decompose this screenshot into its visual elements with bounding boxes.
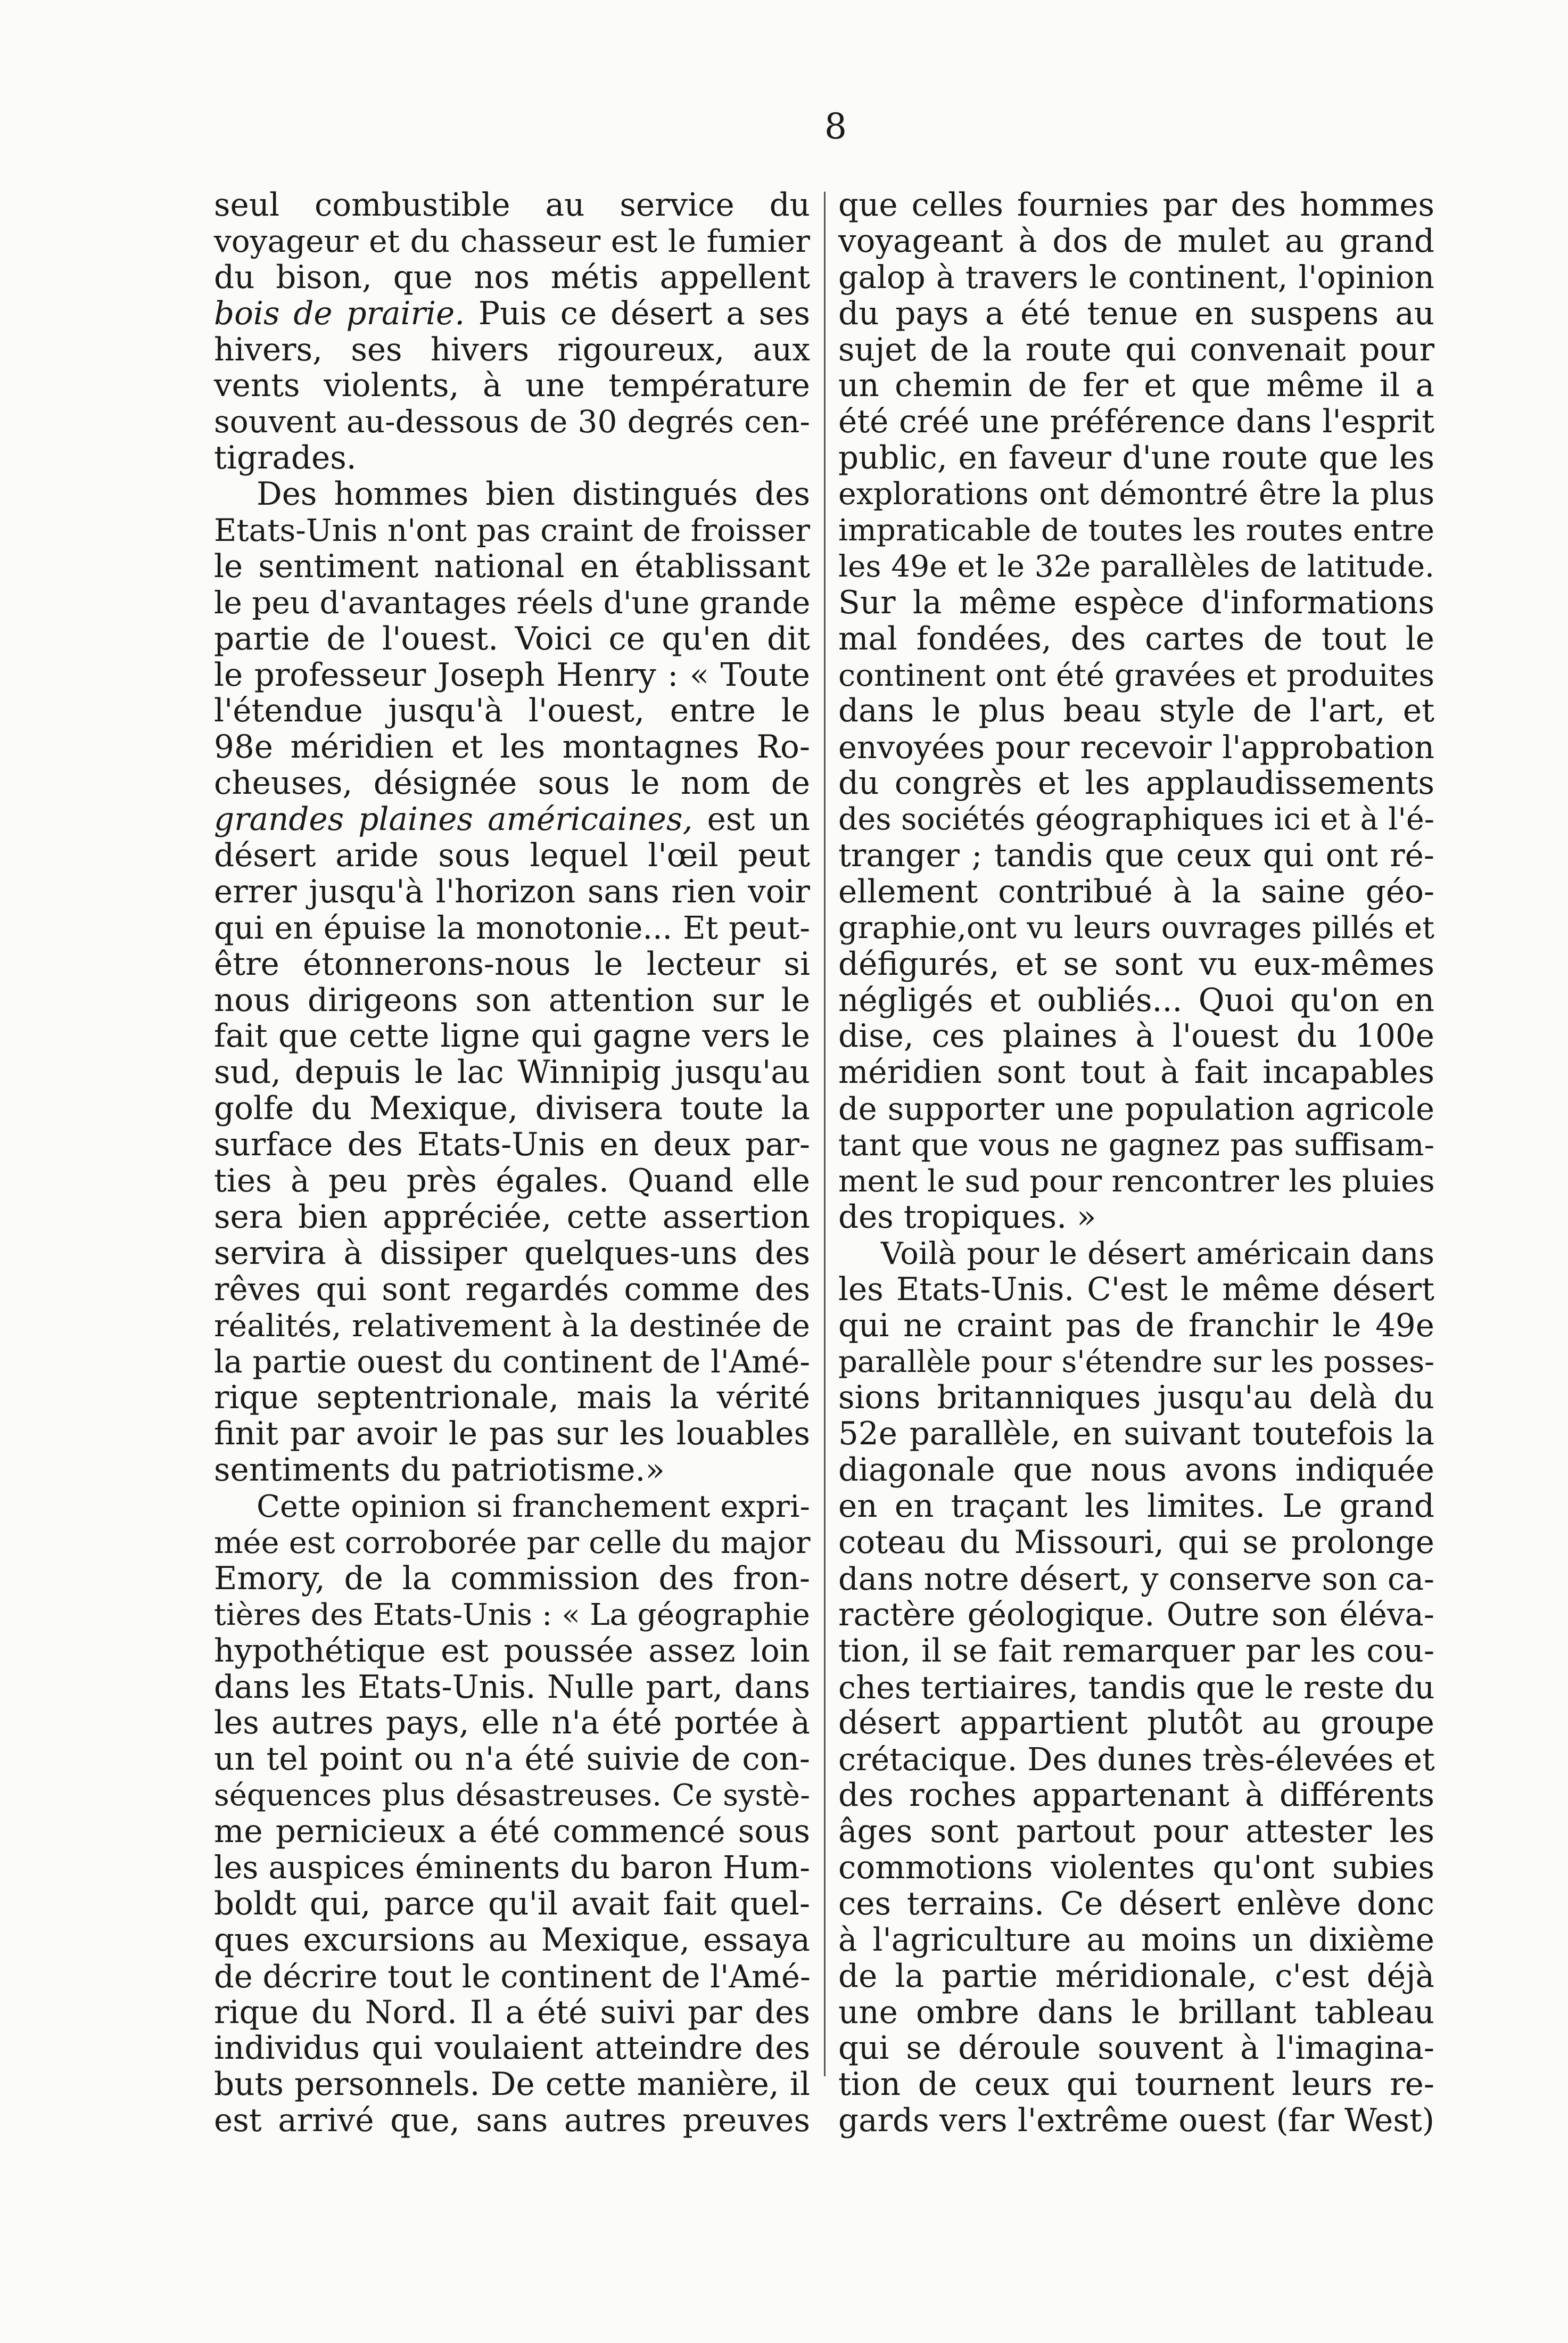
text-line: diagonale que nous avons indiquée [838,1452,1434,1489]
text-line: rique du Nord. Il a été suivi par des [214,1994,810,2031]
text-line: que celles fournies par des hommes [838,187,1434,224]
text-line: le sentiment national en établissant [214,548,810,585]
text-line: dise, ces plaines à l'ouest du 100e [838,1018,1434,1055]
text-line: envoyées pour recevoir l'approbation [838,729,1434,766]
left-text-column [214,187,810,2139]
text-line: parallèle pour s'étendre sur les posses- [838,1344,1434,1379]
text-line: ches tertiaires, tandis que le reste du [838,1668,1435,1706]
text-line: continent ont été gravées et produites [838,657,1434,693]
text-line: sions britanniques jusqu'au delà du [838,1379,1434,1417]
text-line: être étonnerons-nous le lecteur si [214,946,810,983]
text-line: golfe du Mexique, divisera toute la [214,1090,810,1128]
text-line: le professeur Joseph Henry : « Toute [214,656,810,694]
text-line: individus qui voulaient atteindre des [214,2030,810,2067]
text-line: ties à peu près égales. Quand elle [214,1163,810,1200]
text-line: graphie,ont vu leurs ouvrages pillés et [838,910,1434,946]
text-line: mée est corroborée par celle du major [214,1524,811,1560]
text-line: en en traçant les limites. Le grand [838,1488,1434,1525]
text-line: rique septentrionale, mais la vérité [214,1379,810,1417]
text-line: Etats-Unis n'ont pas craint de froisser [214,512,810,549]
text-line: sera bien appréciée, cette assertion [214,1198,810,1236]
text-line: qui se déroule souvent à l'imagina- [838,2030,1434,2067]
text-line: rêves qui sont regardés comme des [214,1271,810,1308]
text-line: explorations ont démontré être la plus [838,476,1434,512]
text-line: de supporter une population agricole [838,1090,1434,1128]
text-line: est arrivé que, sans autres preuves [214,2102,810,2140]
text-line: séquences plus désastreuses. Ce systè- [214,1778,810,1813]
text-line: commotions violentes qu'ont subies [838,1849,1434,1886]
text-line: ment le sud pour rencontrer les pluies [838,1163,1435,1199]
text-line: Emory, de la commission des fron- [214,1560,810,1597]
text-line: le peu d'avantages réels d'une grande [214,584,811,621]
text-line: la partie ouest du continent de l'Amé- [214,1343,810,1380]
text-line: de décrire tout le continent de l'Amé- [214,1958,811,1995]
text-line: public, en faveur d'une route que les [838,440,1434,477]
text-line: voyageant à dos de mulet au grand [838,223,1434,260]
text-line: boldt qui, parce qu'il avait fait quel- [214,1885,810,1922]
text-line: défigurés, et se sont vu eux-mêmes [838,946,1434,983]
text-line: nous dirigeons son attention sur le [214,982,810,1019]
text-line: réalités, relativement à la destinée de [214,1307,810,1344]
text-line: à l'agriculture au moins un dixième [838,1921,1434,1959]
text-line: qui ne craint pas de franchir le 49e [838,1307,1434,1344]
text-line: les autres pays, elle n'a été portée à [214,1705,810,1742]
text-line: les auspices éminents du baron Hum- [214,1849,810,1886]
text-line: surface des Etats-Unis en deux par- [214,1127,810,1164]
text-line: dans le plus beau style de l'art, et [838,693,1434,730]
text-line: sentiments du patriotisme.» [214,1452,665,1489]
text-line: buts personnels. De cette manière, il [214,2066,810,2103]
text-line: tion, il se fait remarquer par les cou- [838,1632,1434,1670]
text-line: errer jusqu'à l'horizon sans rien voir [214,873,810,910]
text-line: Des hommes bien distingués des [257,476,810,513]
text-line: me pernicieux a été commencé sous [214,1813,810,1851]
text-line: seul combustible au service du [214,187,810,224]
text-line: ractère géologique. Outre son éléva- [838,1596,1434,1633]
text-line: voyageur et du chasseur est le fumier [214,223,810,259]
text-line: Cette opinion si franchement expri- [257,1489,810,1525]
text-line: l'étendue jusqu'à l'ouest, entre le [214,693,810,730]
text-line: été créé une préférence dans l'esprit [838,404,1434,441]
text-line: tranger ; tandis que ceux qui ont ré- [838,837,1434,875]
text-line: finit par avoir le pas sur les louables [214,1416,810,1453]
text-line: fait que cette ligne qui gagne vers le [214,1018,810,1055]
text-line: de la partie méridionale, c'est déjà [838,1958,1434,1995]
text-line: servira à dissiper quelques-uns des [214,1235,810,1272]
text-line: souvent au-dessous de 30 degrés cen- [214,404,810,440]
text-line: un chemin de fer et que même il a [838,367,1434,405]
text-line: tigrades. [214,440,357,477]
text-line: un tel point ou n'a été suivie de con- [214,1741,810,1778]
text-line: des sociétés géographiques ici et à l'é- [838,802,1434,837]
text-line: ques excursions au Mexique, essaya [214,1921,810,1959]
text-line: tières des Etats-Unis : « La géographie [214,1597,810,1632]
text-line: du pays a été tenue en suspens au [838,295,1434,332]
text-line: dans notre désert, y conserve son ca- [838,1560,1434,1597]
text-line: sud, depuis le lac Winnipig jusqu'au [214,1054,810,1091]
text-line: sujet de la route qui convenait pour [838,331,1434,368]
page-number: 8 [824,106,847,147]
text-line: les 49e et le 32e parallèles de latitude. [838,549,1434,584]
text-line: cheuses, désignée sous le nom de [214,765,810,802]
text-line: ces terrains. Ce désert enlève donc [838,1885,1434,1922]
text-line: tion de ceux qui tournent leurs re- [838,2066,1434,2103]
text-line: impraticable de toutes les routes entre [838,513,1434,548]
text-line: des tropiques. » [838,1198,1096,1236]
text-line: Voilà pour le désert américain dans [881,1235,1434,1271]
text-line: âges sont partout pour attester les [838,1813,1434,1851]
column-divider [824,192,826,2076]
text-line: gards vers l'extrême ouest (far West) [838,2102,1434,2140]
text-line: du bison, que nos métis appellent [214,259,810,296]
text-line: galop à travers le continent, l'opinion [838,259,1434,295]
right-text-column [838,187,1434,2139]
text-line: ellement contribué à la saine géo- [838,873,1434,910]
text-line: partie de l'ouest. Voici ce qu'en dit [214,620,810,657]
text-line: une ombre dans le brillant tableau [838,1994,1434,2031]
text-line: mal fondées, des cartes de tout le [838,620,1434,657]
text-line: coteau du Missouri, qui se prolonge [838,1524,1434,1561]
text-line: des roches appartenant à différents [838,1777,1434,1814]
text-line: 52e parallèle, en suivant toutefois la [838,1416,1434,1453]
text-line: qui en épuise la monotonie... Et peut- [214,909,810,946]
text-line: Sur la même espèce d'informations [838,584,1434,621]
text-line: désert aride sous lequel l'œil peut [214,837,810,875]
text-line: vents violents, à une température [214,367,810,405]
text-line: du congrès et les applaudissements [838,765,1434,802]
text-line: désert appartient plutôt au groupe [838,1705,1434,1742]
text-line: 98e méridien et les montagnes Ro- [214,729,810,766]
text-line: crétacique. Des dunes très-élevées et [838,1741,1435,1778]
text-line: dans les Etats-Unis. Nulle part, dans [214,1668,810,1706]
text-line: hivers, ses hivers rigoureux, aux [214,331,810,368]
text-line: les Etats-Unis. C'est le même désert [838,1271,1434,1308]
text-line: méridien sont tout à fait incapables [838,1054,1434,1091]
text-line: tant que vous ne gagnez pas suffisam- [838,1127,1434,1163]
text-line: grandes plaines américaines, est un [214,801,810,838]
text-line: bois de prairie. Puis ce désert a ses [214,295,810,332]
text-line: hypothétique est poussée assez loin [214,1632,810,1670]
text-line: négligés et oubliés... Quoi qu'on en [838,982,1434,1019]
